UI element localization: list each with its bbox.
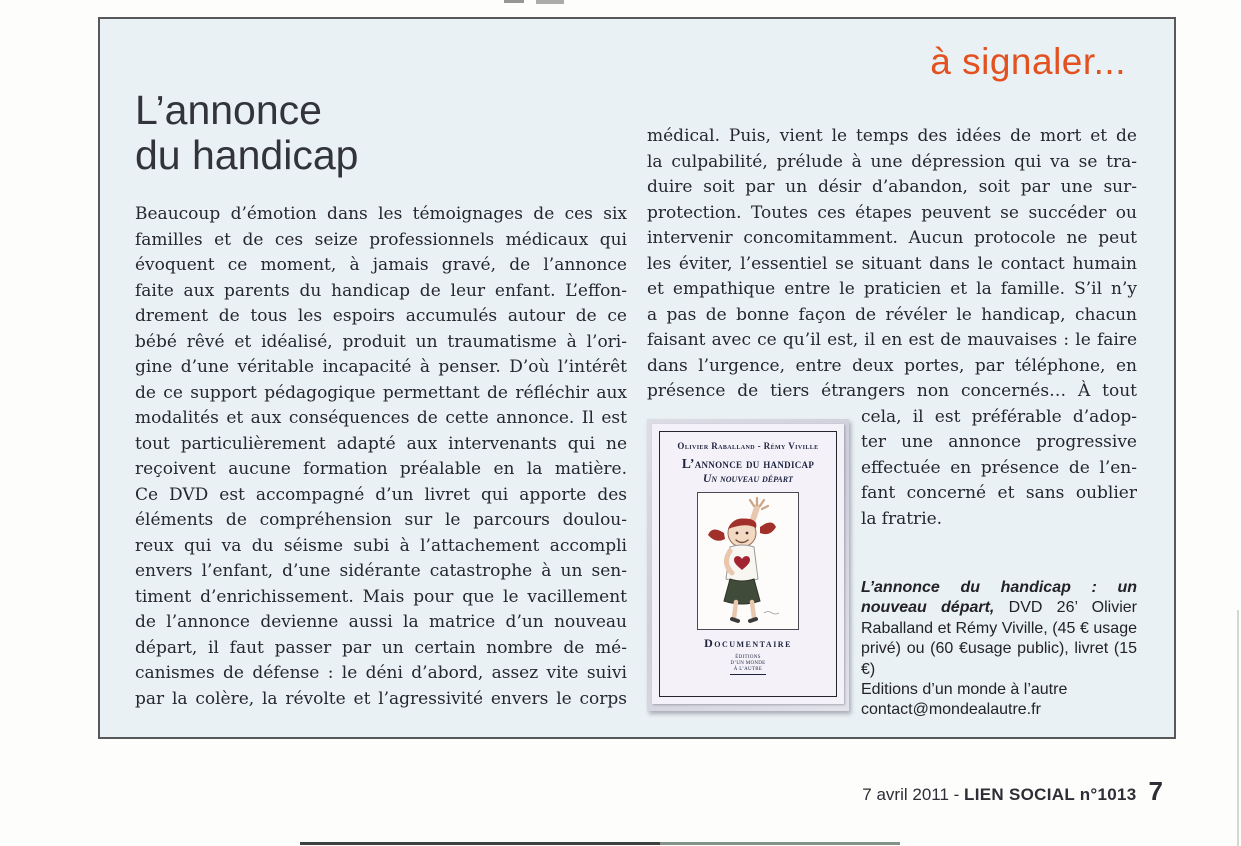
text-line: éléments de compréhension sur le parcours doulou-	[135, 510, 627, 530]
text-line: reux qui va du séisme subi à l’attachement accompli	[135, 535, 627, 556]
text-line: faite aux parents du handicap de leur enfant. L’effon-	[135, 280, 627, 301]
section-header: à signaler...	[930, 41, 1126, 82]
girl-illustration-icon	[702, 497, 794, 625]
scan-artifact	[300, 842, 660, 845]
right-column	[647, 124, 1137, 721]
text-line: la culpabilité, prélude à une dépression qui va se tra-	[647, 151, 1137, 172]
text-line: gine d’une véritable incapacité à penser. D’où l’intérêt	[135, 357, 627, 377]
text-line: les éviter, l’essentiel se situant dans le contact humain	[647, 253, 1137, 274]
article-title-line2: du handicap	[135, 132, 359, 178]
text-line: Beaucoup d’émotion dans les témoignages de ces six	[135, 204, 627, 224]
text-line: par la colère, la révolte et l’agressivité envers le corps	[135, 688, 627, 709]
dvd-title: L’annonce du handicap	[681, 455, 815, 471]
text-line: cela, il est préférable d’adop-	[861, 406, 1137, 427]
dvd-illustration-frame	[697, 492, 799, 630]
text-line: de ce support pédagogique permettant de réfléchir aux	[135, 382, 627, 403]
page-number: 7	[1148, 776, 1163, 806]
text-line: médical. Puis, vient le temps des idées de mort et de	[647, 126, 1137, 146]
text-line: faisant avec ce qu’il est, il en est de mauvaises : le faire	[647, 330, 1137, 350]
dvd-subtitle: Un nouveau départ	[703, 472, 793, 485]
text-line: reçoivent aucune formation préalable en la matière.	[135, 459, 627, 479]
text-line: effectuée en présence de l’en-	[861, 457, 1137, 478]
text-line: ter une annonce progressive	[861, 432, 1137, 452]
text-line: timent d’enrichissement. Mais pour que le vacillement	[135, 586, 627, 607]
dvd-caption-publisher: Editions d’un monde à l’autre	[861, 681, 1068, 699]
text-line: familles et de ces seize professionnels médicaux qui	[135, 229, 627, 250]
text-line: Ce DVD est accompagné d’un livret qui apporte des	[135, 484, 627, 505]
article-title-line1: L’annonce	[135, 87, 322, 133]
page-footer	[862, 776, 1163, 807]
publisher-logo	[730, 655, 765, 675]
text-line: duire soit par un désir d’abandon, soit par une sur-	[647, 177, 1137, 197]
publisher-line: D’UN MONDE	[730, 660, 766, 666]
article-panel	[98, 17, 1176, 739]
text-line: présence de tiers étrangers non concernés… À tout	[647, 381, 1137, 401]
footer-date: 7 avril 2011 -	[862, 785, 965, 804]
text-line: évoquent ce moment, à jamais gravé, de l’annonce	[135, 255, 627, 275]
left-column	[135, 88, 627, 712]
dvd-authors: Olivier Raballand - Rémy Viville	[677, 440, 819, 451]
text-line: la fratrie.	[861, 508, 943, 529]
text-line: canismes de défense : le déni d’abord, assez vite suivi	[135, 663, 627, 683]
scan-artifact	[536, 0, 564, 4]
contact-email: contact@mondealautre.fr	[861, 701, 1041, 719]
text-line: fant concerné et sans oublier	[861, 483, 1137, 503]
scan-artifact	[1237, 610, 1239, 846]
dvd-genre: Documentaire	[704, 635, 792, 650]
text-line: drement de tous les espoirs accumulés autour de ce	[135, 306, 627, 326]
scan-artifact	[504, 0, 524, 3]
publisher-line: ÉDITIONS	[735, 654, 761, 660]
dvd-caption-title: L’annonce du handicap : un nouveau départ,	[861, 579, 1137, 617]
dvd-cover-inner	[659, 431, 837, 697]
publisher-line: À L’AUTRE	[733, 666, 763, 672]
text-line: de l’annonce devienne aussi la matrice d’un nouveau	[135, 612, 627, 632]
scan-artifact	[660, 842, 900, 845]
left-column-text	[135, 202, 627, 712]
text-line: a pas de bonne façon de révéler le handicap, chacun	[647, 304, 1137, 325]
text-line: modalités et aux conséquences de cette annonce. Il est	[135, 408, 627, 428]
dvd-cover	[652, 424, 844, 704]
text-line: protection. Toutes ces étapes peuvent se succéder ou	[647, 202, 1137, 223]
text-line: envers l’enfant, d’une sidérante catastrophe à un sen-	[135, 561, 627, 581]
text-line: intervenir concomitamment. Aucun protocole ne peut	[647, 228, 1137, 248]
footer-magazine-name: LIEN SOCIAL n°1013	[964, 785, 1137, 804]
text-line: tout particulièrement adapté aux intervenants qui ne	[135, 433, 627, 454]
text-line: bébé rêvé et idéalisé, produit un traumatisme à l’ori-	[135, 331, 627, 352]
text-line: départ, il faut passer par un certain nombre de mé-	[135, 637, 627, 658]
dvd-cover-image	[647, 419, 849, 711]
text-line: et empathique entre le praticien et la famille. S’il n’y	[647, 279, 1137, 299]
dvd-caption-details: DVD 26’ Olivier Raballand et Rémy Viville, (45 € usage privé) ou (60 €usage public), livret (15 €)	[861, 599, 1138, 678]
article-title	[135, 88, 627, 178]
text-line: dans l’urgence, entre deux portes, par téléphone, en	[647, 355, 1137, 376]
